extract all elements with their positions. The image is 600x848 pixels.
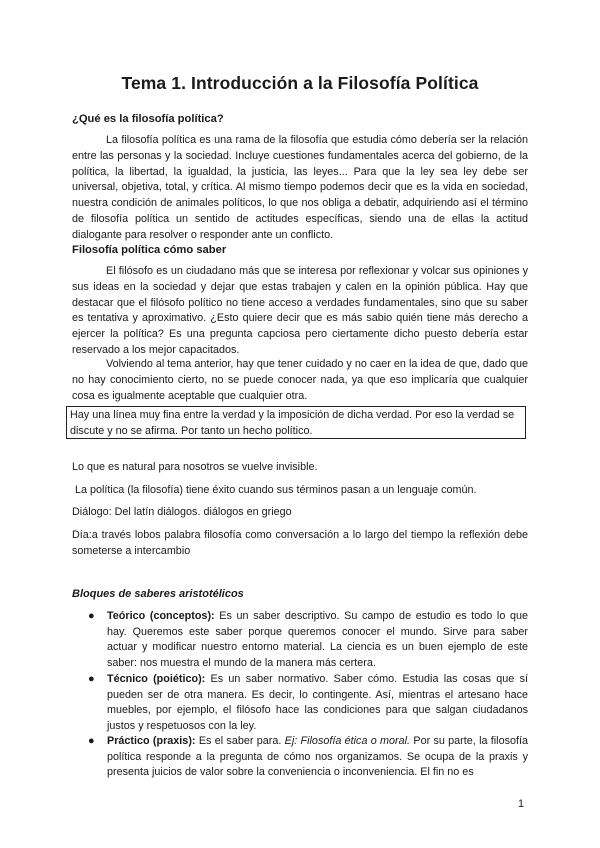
note-exito: La política (la filosofía) tiene éxito cuando sus términos pasan a un lenguaje común. [72, 484, 477, 496]
paragraph-filosofo: El filósofo es un ciudadano más que se interesa por reflexionar y volcar sus opiniones y sus ideas en la sociedad y dejar que estas trabajen y calen en la opinión pública. Hay que destacar que el filósofo político no tiene acceso a verdades fundamentales, sino que su saber es tentativa y aproximativo. ¿Esto quiere decir que es más sabio quién tiene más derecho a ejercer la política? Es una pregunta capciosa pero ciertamente dicho puesto debería estar reservado a los mejor capacitados. [72, 265, 528, 356]
term-practico: Práctico (praxis): [107, 735, 196, 747]
text-practico-b: Por su parte, la filosofía política responde a la pregunta de cómo nos organizamos. Se ocupa de la praxis y presenta juicios de valor sobre la conveniencia o inconveniencia. El fin no es [107, 735, 528, 779]
page-number: 1 [517, 798, 524, 810]
note-natural: Lo que es natural para nosotros se vuelve invisible. [72, 461, 318, 473]
bloques-heading: Bloques de saberes aristotélicos [72, 588, 244, 600]
list-item-teorico [107, 609, 528, 671]
bullet-icon: ● [88, 735, 95, 747]
text-teorico: Es un saber descriptivo. Su campo de estudio es todo lo que hay. Queremos este saber porque queremos conocer el mundo. Sirve para saber actuar y modificar nuestro entorno material. La ciencia es un buen ejemplo de este saber: nos muestra el mundo de la manera más certera. [107, 610, 528, 669]
section-heading-que-es: ¿Qué es la filosofía política? [72, 113, 224, 125]
bullet-icon: ● [88, 673, 95, 685]
note-dia: Día:a través lobos palabra filosofía como conversación a lo largo del tiempo la reflexión debe someterse a intercambio [72, 529, 528, 557]
list-item-tecnico [107, 672, 528, 734]
text-tecnico: Es un saber normativo. Saber cómo. Estudia las cosas que sí pueden ser de otra manera. Es decir, lo contingente. Así, mientras el artesano hace muebles, por ejemplo, el filósofo hace las condiciones para que salgan ciudadanos justos y respetuosos con la ley. [107, 673, 528, 732]
list-item-practico [107, 734, 528, 781]
note-dialogo: Diálogo: Del latín diálogos. diálogos en griego [72, 506, 292, 518]
term-teorico: Teórico (conceptos): [107, 610, 215, 622]
boxed-note: Hay una línea muy fina entre la verdad y la imposición de dicha verdad. Por eso la verdad se discute y no se afirma. Por tanto un hecho político. [66, 406, 526, 439]
paragraph-definicion: La filosofía política es una rama de la filosofía que estudia cómo debería ser la relación entre las personas y la sociedad. Incluye cuestiones fundamentales acerca del gobierno, de la política, la libertad, la igualdad, la justicia, las leyes... Para que la ley sea ley debe ser universal, objetiva, total, y crítica. Al mismo tiempo podemos decir que es la vida en sociedad, nuestra condición de animales políticos, lo que nos obliga a debatir, adquiriendo así el término de filosofía política un sentido de actitudes específicas, siendo una de ellas la actitud dialogante para resolver o responder ante un conflicto. [72, 134, 528, 241]
text-practico-a: Es el saber para. [195, 735, 285, 747]
paragraph-volviendo: Volviendo al tema anterior, hay que tener cuidado y no caer en la idea de que, dado que no hay conocimiento cierto, no se puede conocer nada, ya que eso implicaría que cualquier cosa es igualmente aceptable que cualquier otra. [72, 358, 528, 402]
text-practico-ejemplo: Ej: Filosofía ética o moral. [284, 735, 411, 747]
section-heading-saber: Filosofía política cómo saber [72, 244, 227, 256]
page-title: Tema 1. Introducción a la Filosofía Política [121, 73, 479, 93]
term-tecnico: Técnico (poiético): [107, 673, 206, 685]
bullet-icon: ● [88, 610, 95, 622]
